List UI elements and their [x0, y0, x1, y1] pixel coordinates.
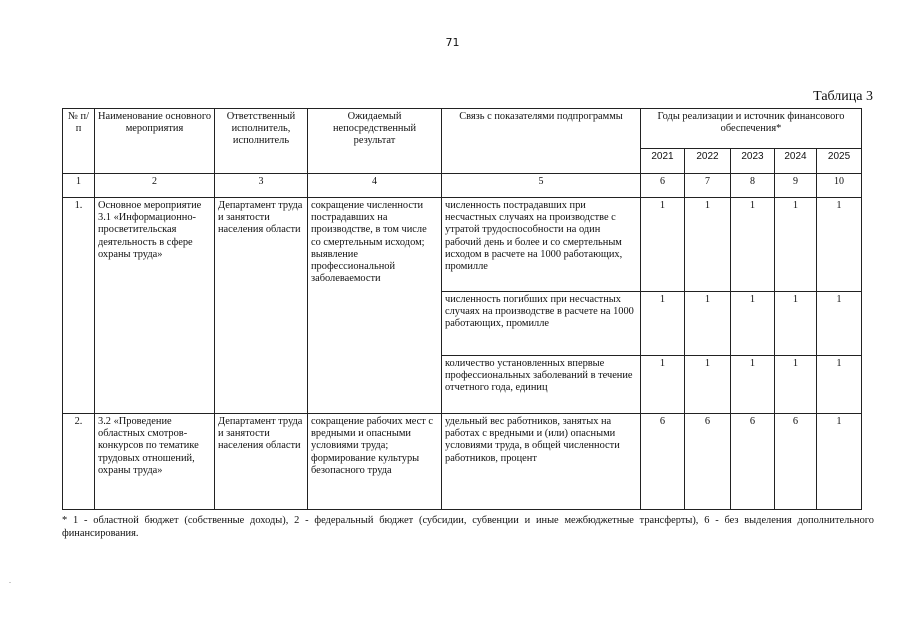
- row-num: 2.: [63, 414, 95, 510]
- value-2025: 1: [817, 198, 862, 292]
- table-row: [63, 414, 862, 510]
- indicator: удельный вес работников, занятых на работах с вредными и (или) опасными условиями труда, в общей численности работников, процент: [442, 414, 641, 510]
- value-2023: 1: [731, 292, 775, 356]
- value-2023: 6: [731, 414, 775, 510]
- column-number: 10: [817, 174, 862, 198]
- year-2023: 2023: [731, 149, 775, 174]
- value-2021: 1: [641, 356, 685, 414]
- value-2024: 1: [775, 198, 817, 292]
- value-2025: 1: [817, 414, 862, 510]
- measure-name: 3.2 «Проведение областных смотров-конкурсов по тематике трудовых отношений, охраны труда»: [95, 414, 215, 510]
- value-2023: 1: [731, 198, 775, 292]
- program-measures-table: [62, 108, 862, 510]
- header-years-group: Годы реализации и источник финансового обеспечения*: [641, 109, 862, 149]
- year-2025: 2025: [817, 149, 862, 174]
- value-2022: 1: [685, 356, 731, 414]
- column-number: 3: [215, 174, 308, 198]
- scan-mark: .: [9, 576, 11, 585]
- expected-result: сокращение численности пострадавших на производстве, в том числе со смертельным исходом; выявление профессиональной заболеваемости: [308, 198, 442, 414]
- indicator: количество установленных впервые профессиональных заболеваний в течение отчетного года, единиц: [442, 356, 641, 414]
- measure-name: Основное мероприятие 3.1 «Информационно-просветительская деятельность в сфере охраны труда»: [95, 198, 215, 414]
- indicator: численность погибших при несчастных случаях на производстве в расчете на 1000 работающих, промилле: [442, 292, 641, 356]
- header-result: Ожидаемый непосредственный результат: [308, 109, 442, 174]
- header-link: Связь с показателями подпрограммы: [442, 109, 641, 174]
- column-number: 8: [731, 174, 775, 198]
- year-2021: 2021: [641, 149, 685, 174]
- value-2021: 6: [641, 414, 685, 510]
- table-row: [63, 198, 862, 292]
- footnote: * 1 - областной бюджет (собственные доходы), 2 - федеральный бюджет (субсидии, субвенции и иные межбюджетные трансферты), 6 - без выделения дополнительного финансирования.: [62, 515, 874, 539]
- column-number: 7: [685, 174, 731, 198]
- column-number: 9: [775, 174, 817, 198]
- year-2022: 2022: [685, 149, 731, 174]
- executor: Департамент труда и занятости населения области: [215, 198, 308, 414]
- value-2024: 1: [775, 356, 817, 414]
- header-name: Наименование основного мероприятия: [95, 109, 215, 174]
- column-number: 2: [95, 174, 215, 198]
- indicator: численность пострадавших при несчастных случаях на производстве с утратой трудоспособности на один рабочий день и более и со смертельным исходом в расчете на 1000 работающих, промилле: [442, 198, 641, 292]
- column-number: 1: [63, 174, 95, 198]
- column-number-row: [63, 174, 862, 198]
- value-2025: 1: [817, 356, 862, 414]
- value-2021: 1: [641, 198, 685, 292]
- value-2024: 6: [775, 414, 817, 510]
- executor: Департамент труда и занятости населения области: [215, 414, 308, 510]
- value-2024: 1: [775, 292, 817, 356]
- value-2022: 1: [685, 292, 731, 356]
- value-2022: 6: [685, 414, 731, 510]
- year-2024: 2024: [775, 149, 817, 174]
- header-executor: Ответственный исполнитель, исполнитель: [215, 109, 308, 174]
- row-num: 1.: [63, 198, 95, 414]
- column-number: 5: [442, 174, 641, 198]
- value-2022: 1: [685, 198, 731, 292]
- value-2025: 1: [817, 292, 862, 356]
- header-num: № п/п: [63, 109, 95, 174]
- header-row: [63, 109, 862, 149]
- value-2023: 1: [731, 356, 775, 414]
- table-caption: Таблица 3: [813, 89, 873, 104]
- column-number: 4: [308, 174, 442, 198]
- page-number: 71: [445, 36, 460, 49]
- column-number: 6: [641, 174, 685, 198]
- expected-result: сокращение рабочих мест с вредными и опасными условиями труда; формирование культуры безопасного труда: [308, 414, 442, 510]
- value-2021: 1: [641, 292, 685, 356]
